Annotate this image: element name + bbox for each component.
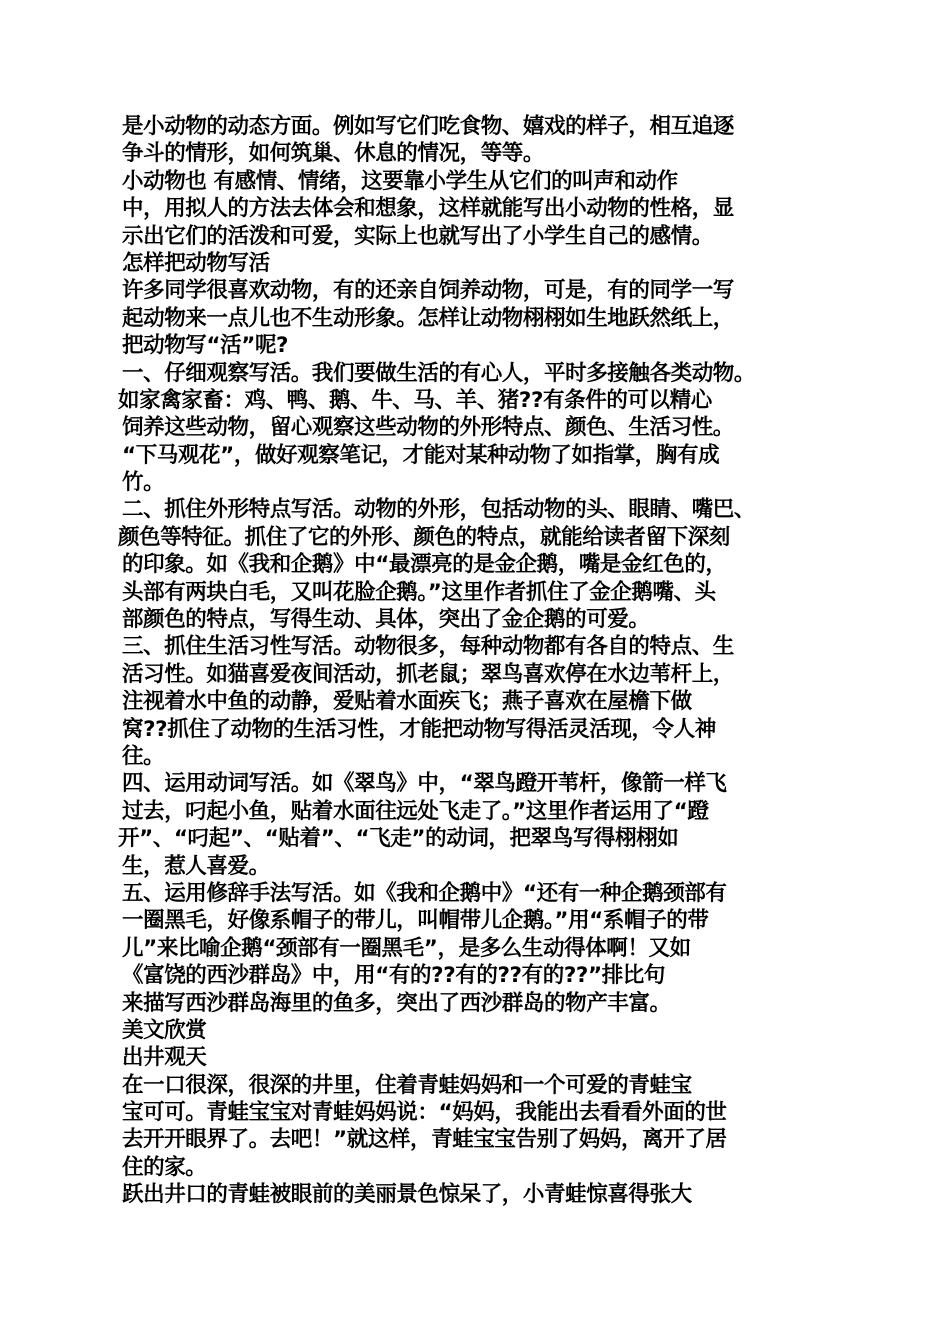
text-line: 往。 <box>122 743 165 769</box>
text-line: 在一口很深，很深的井里，住着青蛙妈妈和一个可爱的青蛙宝 <box>122 1072 692 1098</box>
text-line: 窝??抓住了动物的生活习性，才能把动物写得活灵活现，令人神 <box>122 716 716 742</box>
text-line: 宝可可。青蛙宝宝对青蛙妈妈说：“妈妈，我能出去看看外面的世 <box>122 1100 727 1126</box>
text-line: 四、运用动词写活。如《翠鸟》中，“翠鸟蹬开苇杆，像箭一样飞 <box>122 771 727 797</box>
text-line: 头部有两块白毛，又叫花脸企鹅。”这里作者抓住了金企鹅嘴、头 <box>122 579 716 605</box>
text-line: 部颜色的特点，写得生动、具体，突出了金企鹅的可爱。 <box>122 607 650 633</box>
text-line: 五、运用修辞手法写活。如《我和企鹅中》“还有一种企鹅颈部有 <box>122 880 727 906</box>
text-line: 二、抓住外形特点写活。动物的外形，包括动物的头、眼睛、嘴巴、 <box>122 497 756 523</box>
text-line: 颜色等特征。抓住了它的外形、颜色的特点，就能给读者留下深刻 <box>118 524 730 550</box>
text-line: 争斗的情形，如何筑巢、休息的情况，等等。 <box>122 141 545 167</box>
section-heading: 怎样把动物写活 <box>122 250 270 276</box>
text-line: 来描写西沙群岛海里的鱼多，突出了西沙群岛的物产丰富。 <box>122 990 671 1016</box>
text-line: “下马观花”，做好观察笔记，才能对某种动物了如指掌，胸有成 <box>122 442 720 468</box>
text-line: 起动物来一点儿也不生动形象。怎样让动物栩栩如生地跃然纸上， <box>122 305 734 331</box>
text-line: 活习性。如猫喜爱夜间活动，抓老鼠；翠鸟喜欢停在水边苇杆上， <box>122 661 734 687</box>
article-title: 出井观天 <box>122 1045 207 1071</box>
text-line: 如家禽家畜：鸡、鸭、鹅、牛、马、羊、猪??有条件的可以精心 <box>118 387 712 413</box>
text-line: 是小动物的动态方面。例如写它们吃食物、嬉戏的样子，相互追逐 <box>122 114 734 139</box>
text-line: 一、仔细观察写活。我们要做生活的有心人，平时多接触各类动物。 <box>122 360 756 386</box>
section-heading: 美文欣赏 <box>122 1017 207 1043</box>
text-line: 饲养这些动物，留心观察这些动物的外形特点、颜色、生活习性。 <box>122 415 734 441</box>
text-line: 把动物写“活”呢? <box>122 333 289 359</box>
text-line: 开”、“叼起”、“贴着”、“飞走”的动词，把翠鸟写得栩栩如 <box>118 826 679 852</box>
text-line: 过去，叼起小鱼，贴着水面往远处飞走了。”这里作者运用了“蹬 <box>122 798 709 824</box>
text-line: 三、抓住生活习性写活。动物很多，每种动物都有各自的特点、生 <box>122 634 734 660</box>
document-body <box>118 113 838 1209</box>
text-line: 示出它们的活泼和可爱，实际上也就写出了小学生自己的感情。 <box>122 223 713 249</box>
text-line: 住的家。 <box>122 1154 207 1180</box>
text-line: 跃出井口的青蛙被眼前的美丽景色惊呆了，小青蛙惊喜得张大 <box>122 1182 692 1208</box>
text-line: 小动物也 有感情、情绪，这要靠小学生从它们的叫声和动作 <box>122 168 678 194</box>
text-line: 中，用拟人的方法去体会和想象，这样就能写出小动物的性格，显 <box>122 196 734 222</box>
text-line: 的印象。如《我和企鹅》中“最漂亮的是金企鹅，嘴是金红色的， <box>122 552 727 578</box>
text-line: 一圈黑毛，好像系帽子的带儿，叫帽带儿企鹅。”用“系帽子的带 <box>122 908 709 934</box>
text-line: 生，惹人喜爱。 <box>122 853 270 879</box>
text-line: 儿”来比喻企鹅“颈部有一圈黑毛”，是多么生动得体啊！又如 <box>122 935 691 961</box>
text-line: 注视着水中鱼的动静，爱贴着水面疾飞；燕子喜欢在屋檐下做 <box>122 689 692 715</box>
text-line: 去开开眼界了。去吧！”就这样，青蛙宝宝告别了妈妈，离开了居 <box>122 1127 727 1153</box>
text-line: 许多同学很喜欢动物，有的还亲自饲养动物，可是，有的同学一写 <box>122 278 734 304</box>
text-line: 竹。 <box>122 470 165 496</box>
text-line: 《富饶的西沙群岛》中，用“有的??有的??有的??”排比句 <box>122 963 665 989</box>
